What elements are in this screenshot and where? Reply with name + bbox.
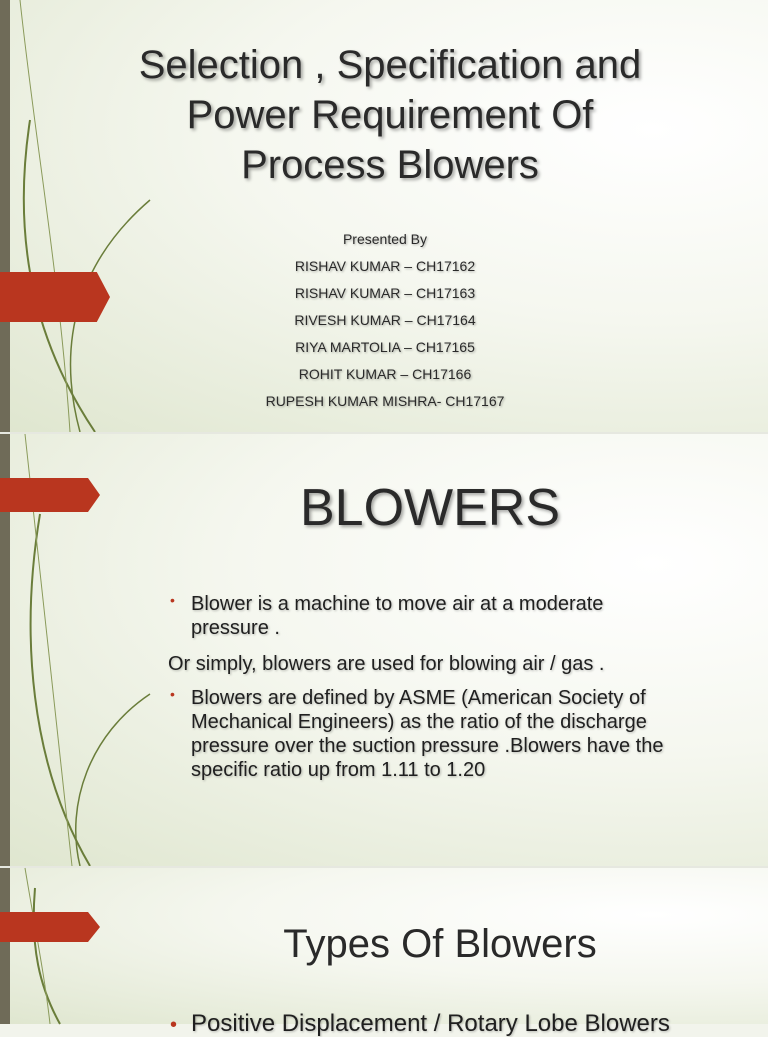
bullet-2-line-1: Blowers are defined by ASME (American Society of — [191, 687, 646, 709]
slide-title: Types Of Blowers — [283, 922, 597, 966]
presenter-item: RISHAV KUMAR – CH17163 — [294, 285, 476, 301]
bullet-dot: • — [170, 592, 175, 608]
decorative-curves — [0, 868, 180, 1024]
bullet-dot: • — [170, 686, 175, 702]
slide-3 — [0, 868, 768, 1037]
presentation-title — [90, 40, 690, 190]
accent-arrow-tab — [0, 478, 100, 512]
accent-arrow-tab — [0, 912, 100, 942]
partial-bullet: Positive Displacement / Rotary Lobe Blowers — [191, 1010, 670, 1037]
bullet-2-line-4: specific ratio up from 1.11 to 1.20 — [191, 759, 486, 781]
bullet-1-line-2: pressure . — [191, 617, 280, 639]
plain-text-line: Or simply, blowers are used for blowing air / gas . — [168, 653, 605, 675]
presenter-item: ROHIT KUMAR – CH17166 — [298, 366, 472, 382]
presenter-item: RIYA MARTOLIA – CH17165 — [295, 339, 475, 355]
title-line-1: Selection , Specification and — [138, 43, 642, 87]
bullet-1-line-1: Blower is a machine to move air at a moderate — [191, 593, 604, 615]
title-line-2: Power Requirement Of — [186, 93, 594, 137]
presenter-item: RISHAV KUMAR – CH17162 — [294, 258, 476, 274]
title-line-3: Process Blowers — [241, 143, 539, 187]
slide-1 — [0, 0, 768, 432]
presenter-list — [220, 226, 550, 415]
slide-2 — [0, 434, 768, 866]
bullet-2-line-2: Mechanical Engineers) as the ratio of the discharge — [191, 711, 647, 733]
slide-title: BLOWERS — [299, 479, 561, 537]
bullet-dot: • — [170, 1014, 178, 1036]
presented-by-label: Presented By — [342, 231, 428, 247]
bullet-2-line-3: pressure over the suction pressure .Blowers have the — [191, 735, 664, 757]
presenter-item: RIVESH KUMAR – CH17164 — [294, 312, 476, 328]
presenter-item: RUPESH KUMAR MISHRA- CH17167 — [265, 393, 505, 409]
bullet-1 — [191, 592, 751, 640]
bullet-2 — [191, 686, 751, 782]
accent-arrow-tab — [0, 272, 110, 322]
